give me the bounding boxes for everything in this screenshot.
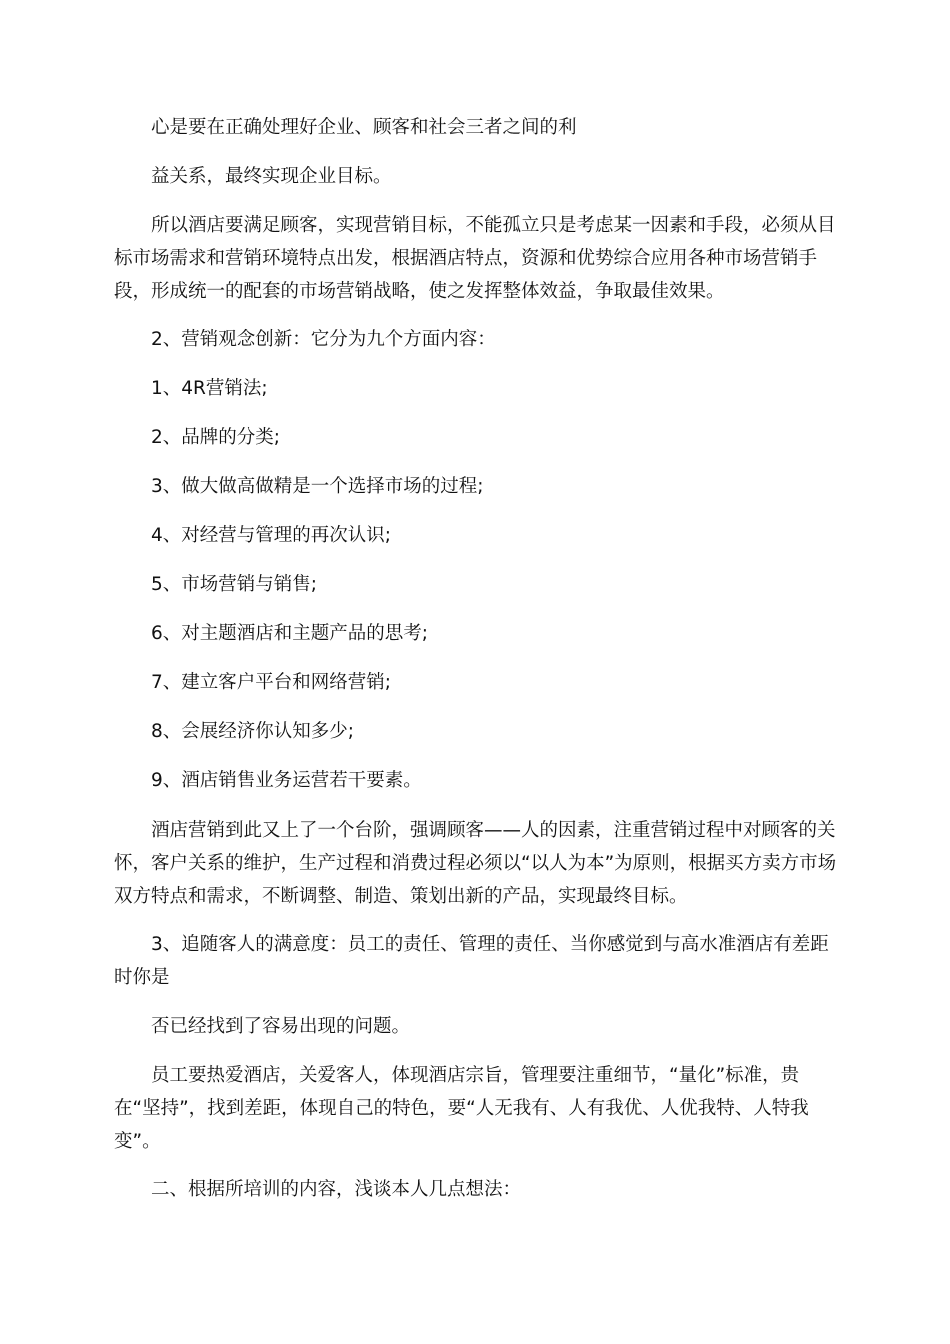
- list-item-9: 9、酒店销售业务运营若干要素。: [151, 770, 422, 791]
- list-item-7: 7、建立客户平台和网络营销;: [151, 672, 392, 693]
- paragraph-2: 益关系，最终实现企业目标。: [151, 166, 392, 187]
- paragraph-problems: 否已经找到了容易出现的问题。: [151, 1016, 411, 1037]
- paragraph-3: 所以酒店要满足顾客，实现营销目标，不能孤立只是考虑某一因素和手段，必须从目标市场需求和营销环境特点出发，根据酒店特点，资源和优势综合应用各种市场营销手段，形成统一的配套的市场营销战略，使之发挥整体效益，争取最佳效果。: [114, 215, 836, 302]
- list-item-3: 3、做大做高做精是一个选择市场的过程;: [151, 476, 484, 497]
- list-item-6: 6、对主题酒店和主题产品的思考;: [151, 623, 429, 644]
- paragraph-1: 心是要在正确处理好企业、顾客和社会三者之间的利: [151, 117, 577, 138]
- list-item-2: 2、品牌的分类;: [151, 427, 281, 448]
- section-2-heading: 2、营销观念创新：它分为九个方面内容：: [151, 329, 496, 350]
- section-two-heading: 二、根据所培训的内容，浅谈本人几点想法：: [151, 1179, 522, 1200]
- section-3-heading: 3、追随客人的满意度：员工的责任、管理的责任、当你感觉到与高水准酒店有差距时你是: [114, 934, 829, 988]
- list-item-4: 4、对经营与管理的再次认识;: [151, 525, 392, 546]
- list-item-8: 8、会展经济你认知多少;: [151, 721, 355, 742]
- paragraph-staff: 员工要热爱酒店，关爱客人，体现酒店宗旨，管理要注重细节，“量化”标准，贵在“坚持”，找到差距，体现自己的特色，要“人无我有、人有我优、人优我特、人特我变”。: [114, 1065, 809, 1152]
- list-item-1: 1、4R营销法;: [151, 378, 268, 399]
- paragraph-marketing: 酒店营销到此又上了一个台阶，强调顾客——人的因素，注重营销过程中对顾客的关怀，客户关系的维护，生产过程和消费过程必须以“以人为本”为原则，根据买方卖方市场双方特点和需求，不断调整、制造、策划出新的产品，实现最终目标。: [114, 820, 837, 907]
- list-item-5: 5、市场营销与销售;: [151, 574, 318, 595]
